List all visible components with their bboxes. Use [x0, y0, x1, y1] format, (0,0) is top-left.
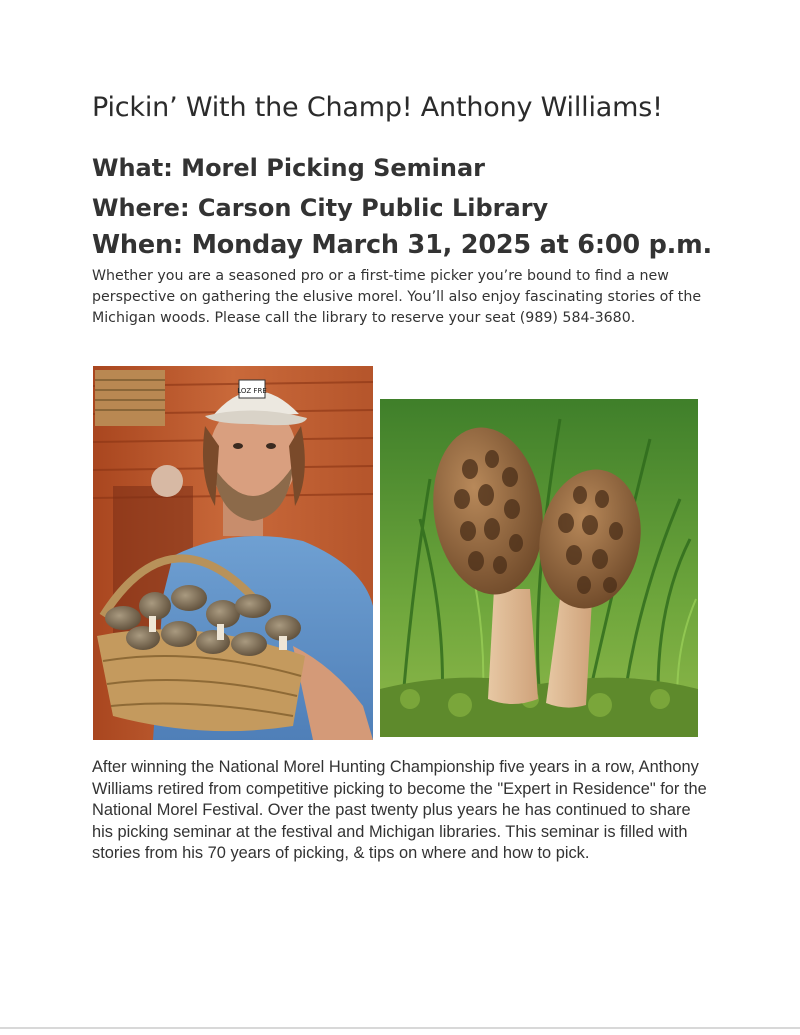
event-when: When: Monday March 31, 2025 at 6:00 p.m.: [92, 230, 713, 260]
cap-logo: LOZ FRE: [237, 387, 267, 395]
scan-edge-divider: [0, 1027, 800, 1029]
event-where: Where: Carson City Public Library: [92, 194, 549, 222]
event-description: Whether you are a seasoned pro or a first-time picker you’re bound to find a new perspective on gathering the elusive morel. You’ll also enjoy fascinating stories of the Michigan woods. Please call the library to reserve your seat (989) 584-3680.: [92, 268, 702, 326]
presenter-bio: After winning the National Morel Hunting Championship five years in a row, Anthony Williams retired from competitive picking to become the "Expert in Residence" for the National Morel Festival. Over the past twenty plus years he has continued to share his picking seminar at the festival and Michigan libraries. This seminar is filled with stories from his 70 years of picking, & tips on where and how to pick.: [92, 758, 707, 862]
flyer-title: Pickin’ With the Champ! Anthony Williams!: [92, 92, 663, 123]
photo-morel-mushrooms: [380, 399, 698, 737]
photo-man-with-basket: [93, 366, 373, 740]
event-what: What: Morel Picking Seminar: [92, 154, 486, 182]
